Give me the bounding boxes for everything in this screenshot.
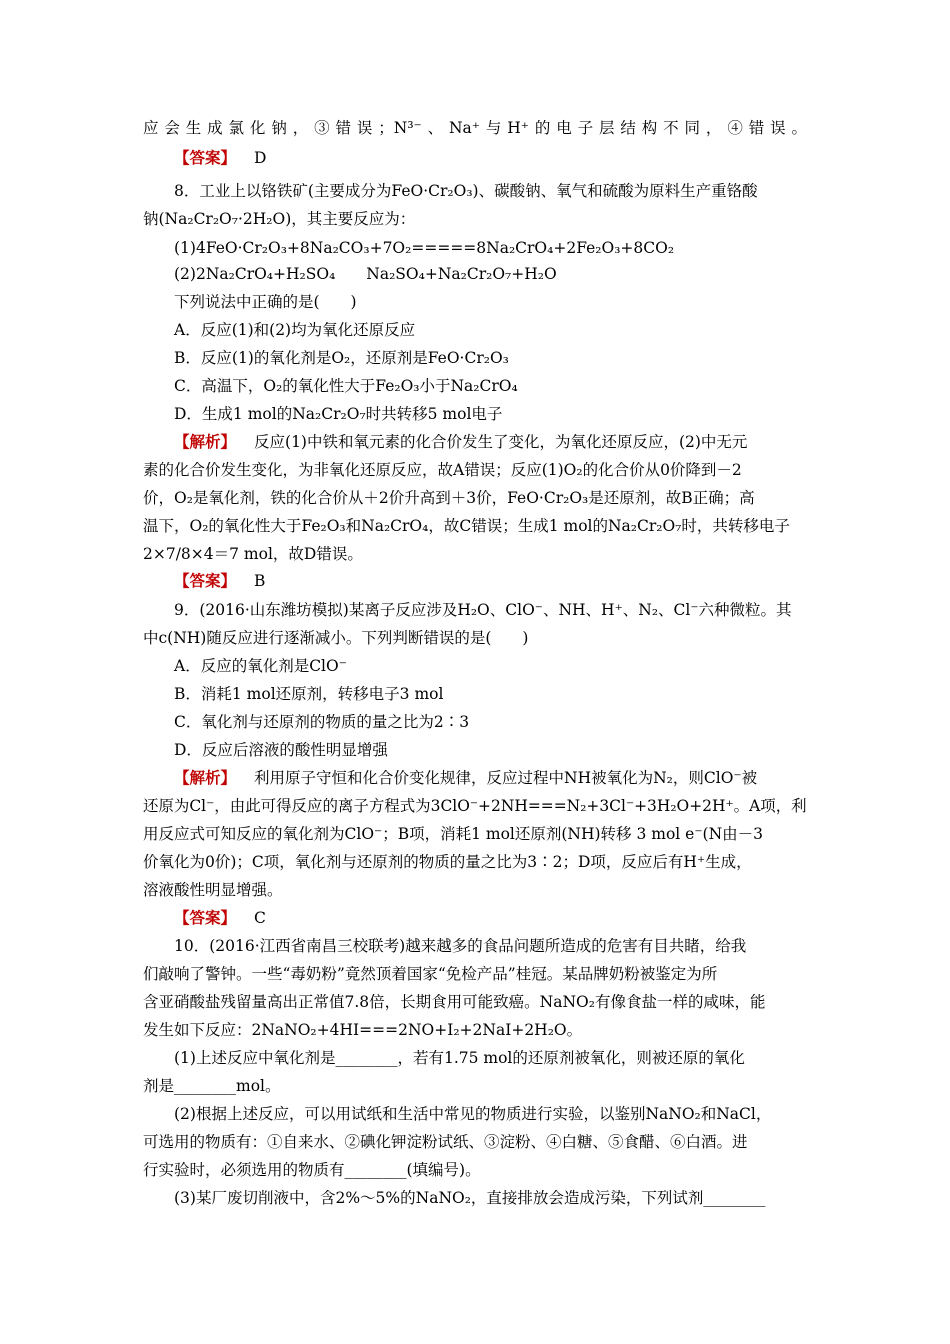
text-line: 应会生成氯化钠，③错误；N³⁻、Na⁺与H⁺的电子层结构不同，④错误。 xyxy=(143,119,807,137)
text-line: 还原为Cl⁻，由此可得反应的离子方程式为3ClO⁻+2NH===N₂+3Cl⁻+3H₂O+2H⁺。A项，利 xyxy=(143,797,807,815)
text-line: 中c(NH)随反应进行逐渐减小。下列判断错误的是( ) xyxy=(143,629,529,647)
option-c: C．高温下，O₂的氧化性大于Fe₂O₃小于Na₂CrO₄ xyxy=(174,377,518,395)
option-a: A．反应的氧化剂是ClO⁻ xyxy=(174,657,347,675)
analysis-text: 利用原子守恒和化合价变化规律，反应过程中NH被氧化为N₂，则ClO⁻被 xyxy=(254,769,758,787)
question-stem: 9．(2016·山东潍坊模拟)某离子反应涉及H₂O、ClO⁻、NH、H⁺、N₂、Cl⁻六种微粒。其 xyxy=(174,601,792,619)
answer-label: 【答案】 xyxy=(174,908,237,927)
analysis-label: 【解析】 xyxy=(174,768,237,787)
option-d: D．反应后溶液的酸性明显增强 xyxy=(174,741,388,759)
option-c: C．氧化剂与还原剂的物质的量之比为2∶3 xyxy=(174,713,470,731)
question-prompt: 下列说法中正确的是( ) xyxy=(174,293,357,311)
question-stem: 10．(2016·江西省南昌三校联考)越来越多的食品问题所造成的危害有目共睹，给我 xyxy=(174,937,747,955)
option-b: B．消耗1 mol还原剂，转移电子3 mol xyxy=(174,685,444,703)
answer-value: C xyxy=(254,909,266,927)
analysis-line xyxy=(174,768,757,788)
answer-line xyxy=(174,148,266,168)
option-a: A．反应(1)和(2)均为氧化还原反应 xyxy=(174,321,416,339)
option-b: B．反应(1)的氧化剂是O₂，还原剂是FeO·Cr₂O₃ xyxy=(174,349,509,367)
analysis-line xyxy=(174,432,747,452)
analysis-label: 【解析】 xyxy=(174,432,237,451)
answer-value: B xyxy=(254,572,266,590)
answer-line xyxy=(174,908,266,928)
text-line: 价，O₂是氧化剂，铁的化合价从＋2价升高到＋3价，FeO·Cr₂O₃是还原剂，故B正确；高 xyxy=(143,489,755,507)
equation: (1)4FeO·Cr₂O₃+8Na₂CO₃+7O₂=====8Na₂CrO₄+2Fe₂O₃+8CO₂ xyxy=(174,239,675,257)
text-line: 剂是________mol。 xyxy=(143,1077,281,1095)
text-line: 价氧化为0价)；C项，氧化剂与还原剂的物质的量之比为3∶2；D项，反应后有H⁺生成， xyxy=(143,853,752,871)
text-line: 发生如下反应：2NaNO₂+4HI===2NO+I₂+2NaI+2H₂O。 xyxy=(143,1021,583,1039)
text-line: 钠(Na₂Cr₂O₇·2H₂O)，其主要反应为： xyxy=(143,210,416,228)
answer-line xyxy=(174,571,265,591)
sub-question-3: (3)某厂废切削液中，含2%～5%的NaNO₂，直接排放会造成污染，下列试剂________ xyxy=(174,1189,766,1207)
text-line: 用反应式可知反应的氧化剂为ClO⁻；B项，消耗1 mol还原剂(NH)转移 3 mol e⁻(N由－3 xyxy=(143,825,764,843)
text-line: 溶液酸性明显增强。 xyxy=(143,881,283,899)
text-line: 含亚硝酸盐残留量高出正常值7.8倍，长期食用可能致癌。NaNO₂有像食盐一样的咸味，能 xyxy=(143,993,766,1011)
answer-value: D xyxy=(254,149,267,167)
equation: (2)2Na₂CrO₄+H₂SO₄ Na₂SO₄+Na₂Cr₂O₇+H₂O xyxy=(174,265,557,283)
option-d: D．生成1 mol的Na₂Cr₂O₇时共转移5 mol电子 xyxy=(174,405,503,423)
analysis-text: 反应(1)中铁和氧元素的化合价发生了变化，为氧化还原反应，(2)中无元 xyxy=(254,433,748,451)
text-line: 们敲响了警钟。一些“毒奶粉”竟然顶着国家“免检产品”桂冠。某品牌奶粉被鉴定为所 xyxy=(143,965,718,983)
question-stem: 8．工业上以铬铁矿(主要成分为FeO·Cr₂O₃)、碳酸钠、氧气和硫酸为原料生产重铬酸 xyxy=(174,182,758,200)
text-line: 可选用的物质有：①自来水、②碘化钾淀粉试纸、③淀粉、④白糖、⑤食醋、⑥白酒。进 xyxy=(143,1133,748,1151)
answer-label: 【答案】 xyxy=(174,571,237,590)
answer-label: 【答案】 xyxy=(174,148,237,167)
text-line: 2×7/8×4＝7 mol，故D错误。 xyxy=(143,545,363,563)
sub-question-1: (1)上述反应中氧化剂是________，若有1.75 mol的还原剂被氧化，则被还原的氧化 xyxy=(174,1049,745,1067)
text-line: 素的化合价发生变化，为非氧化还原反应，故A错误；反应(1)O₂的化合价从0价降到－2 xyxy=(143,461,742,479)
text-line: 温下，O₂的氧化性大于Fe₂O₃和Na₂CrO₄，故C错误；生成1 mol的Na₂Cr₂O₇时，共转移电子 xyxy=(143,517,790,535)
text-line: 行实验时，必须选用的物质有________(填编号)。 xyxy=(143,1161,481,1179)
sub-question-2: (2)根据上述反应，可以用试纸和生活中常见的物质进行实验，以鉴别NaNO₂和NaCl， xyxy=(174,1105,772,1123)
